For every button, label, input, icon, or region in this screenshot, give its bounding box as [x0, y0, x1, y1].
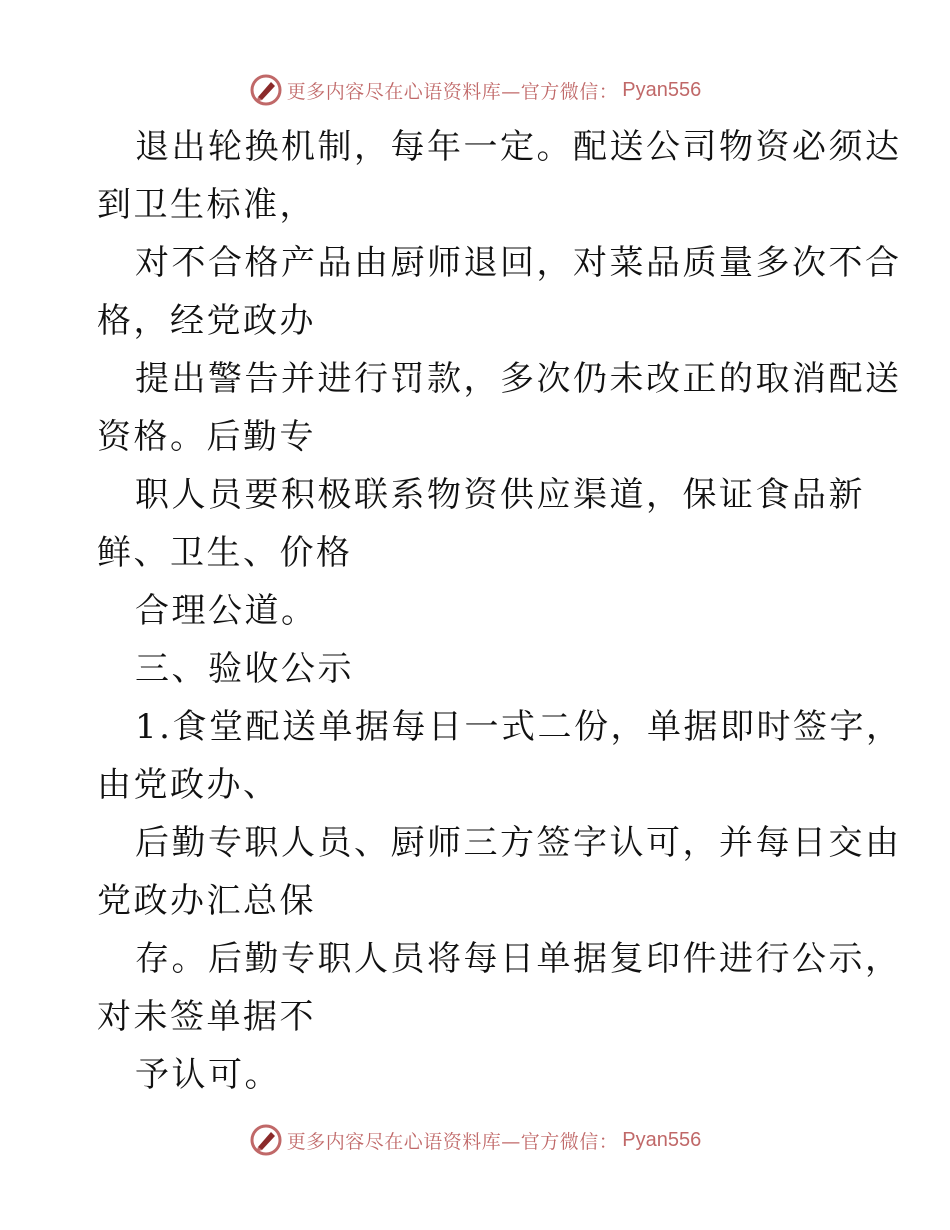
- document-line: 合理公道。: [135, 591, 318, 631]
- document-line: 职人员要积极联系物资供应渠道，保证食品新: [135, 475, 865, 515]
- footer-wechat-id: Pyan556: [622, 1128, 702, 1151]
- document-body: [97, 118, 903, 1104]
- document-line: 资格。后勤专: [97, 417, 316, 457]
- document-line: 存。后勤专职人员将每日单据复印件进行公示，: [135, 939, 902, 979]
- document-line: 三、验收公示: [135, 649, 354, 689]
- document-line: 退出轮换机制，每年一定。配送公司物资必须达: [135, 127, 902, 167]
- header-wechat-id: Pyan556: [622, 78, 702, 101]
- document-line: 予认可。: [135, 1055, 281, 1095]
- document-line: 后勤专职人员、厨师三方签字认可，并每日交由: [135, 823, 902, 863]
- document-line: 到卫生标准，: [97, 185, 316, 225]
- footer-banner-text: 更多内容尽在心语资料库—官方微信：: [286, 1130, 619, 1153]
- document-line: 党政办汇总保: [97, 881, 316, 921]
- header-banner-text: 更多内容尽在心语资料库—官方微信：: [286, 80, 619, 103]
- pen-heart-logo-icon: [249, 1123, 283, 1157]
- document-line: 鲜、卫生、价格: [97, 533, 353, 573]
- document-line: 由党政办、: [97, 765, 280, 805]
- document-line: 对未签单据不: [97, 997, 316, 1037]
- document-line: 1.食堂配送单据每日一式二份，单据即时签字，: [135, 707, 903, 747]
- footer-banner: [0, 1120, 950, 1160]
- header-banner: [0, 70, 950, 110]
- document-line: 对不合格产品由厨师退回，对菜品质量多次不合: [135, 243, 902, 283]
- pen-heart-logo-icon: [249, 73, 283, 107]
- document-line: 提出警告并进行罚款，多次仍未改正的取消配送: [135, 359, 902, 399]
- document-line: 格，经党政办: [97, 301, 316, 341]
